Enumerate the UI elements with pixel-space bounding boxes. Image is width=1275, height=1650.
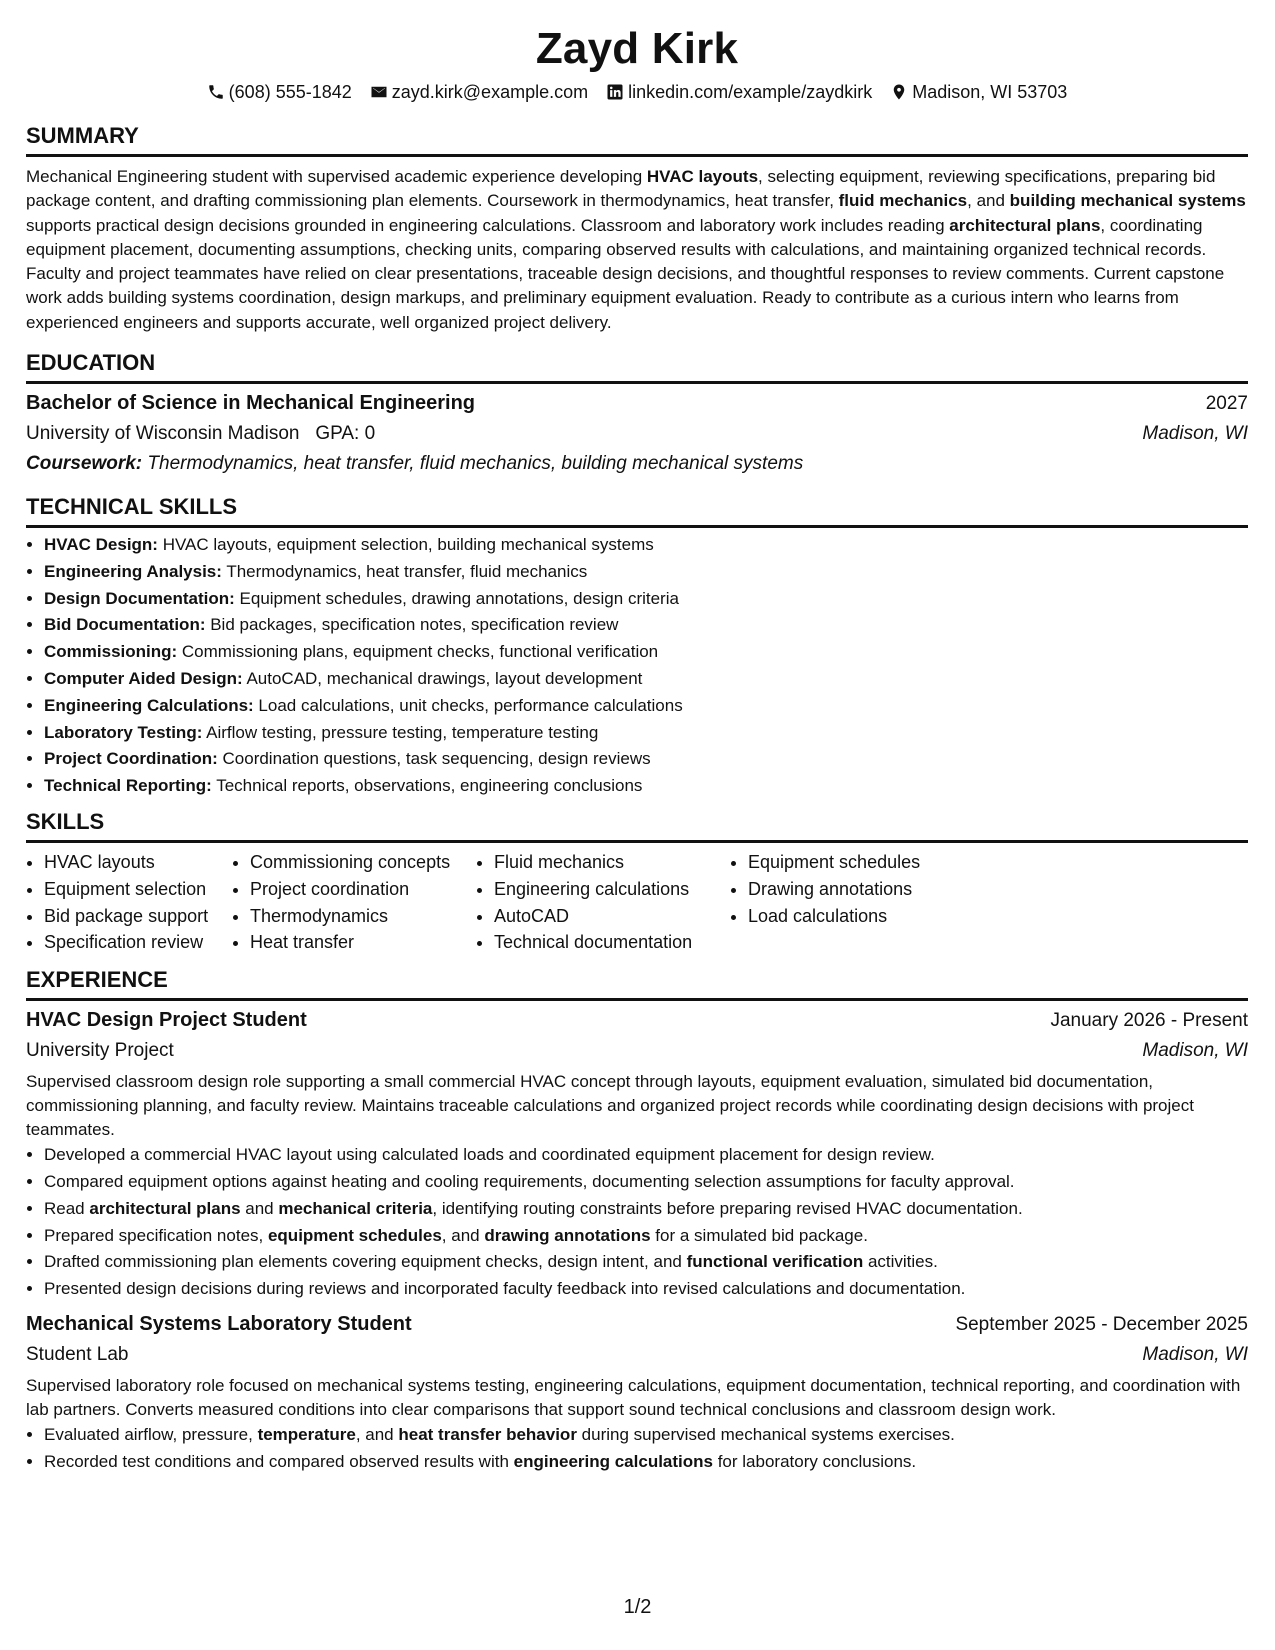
list-item: • Equipment schedules xyxy=(748,849,1008,876)
bullet-bold: mechanical criteria xyxy=(278,1198,433,1218)
bullet-part: Drafted commissioning plan elements covering equipment checks, design intent, and xyxy=(44,1252,687,1272)
job-title: HVAC Design Project Student xyxy=(26,1009,307,1032)
list-item xyxy=(44,773,1248,800)
linkedin-text: linkedin.com/example/zaydkirk xyxy=(628,82,873,102)
contact-email[interactable] xyxy=(370,80,588,104)
list-item xyxy=(44,639,1248,666)
experience-heading: EXPERIENCE xyxy=(26,966,1248,1001)
skill-detail: HVAC layouts, equipment selection, building mechanical systems xyxy=(157,535,654,555)
bullet-part: Evaluated airflow, pressure, xyxy=(44,1425,258,1445)
bullet-part: for a simulated bid package. xyxy=(650,1225,868,1245)
list-item: • Bid package support xyxy=(44,903,232,930)
skill-detail: AutoCAD, mechanical drawings, layout development xyxy=(242,669,643,689)
bullet-bold: equipment schedules xyxy=(267,1225,442,1245)
skills-heading: SKILLS xyxy=(26,808,1248,843)
skill-category: Computer Aided Design: xyxy=(44,669,243,689)
list-item xyxy=(44,1249,1248,1276)
list-item xyxy=(44,1449,1248,1476)
list-item xyxy=(44,666,1248,693)
skill-category: Design Documentation: xyxy=(44,588,235,608)
list-item: • Fluid mechanics xyxy=(494,849,730,876)
bullet-part: , and xyxy=(355,1425,399,1445)
skill-detail: Technical reports, observations, engineering conclusions xyxy=(211,776,643,796)
skill-category: Technical Reporting: xyxy=(44,776,212,796)
job-bullets xyxy=(26,1142,1248,1303)
skill-category: Engineering Calculations: xyxy=(44,695,254,715)
coursework-text: Thermodynamics, heat transfer, fluid mechanics, building mechanical systems xyxy=(142,453,804,475)
bullet-bold: functional verification xyxy=(686,1252,864,1272)
summary-part: , and xyxy=(967,191,1010,211)
bullet-part: during supervised mechanical systems exercises. xyxy=(576,1425,955,1445)
list-item: • Engineering calculations xyxy=(494,876,730,903)
summary-bold: fluid mechanics xyxy=(838,191,968,211)
skill-category: Laboratory Testing: xyxy=(44,722,203,742)
gpa: GPA: 0 xyxy=(315,423,376,445)
bullet-part: , identifying routing constraints before preparing revised HVAC documentation. xyxy=(432,1198,1023,1218)
list-item: • Drawing annotations xyxy=(748,876,1008,903)
bullet-bold: heat transfer behavior xyxy=(398,1425,577,1445)
skill-category: Engineering Analysis: xyxy=(44,561,222,581)
contact-bar xyxy=(26,80,1248,104)
list-item: • Equipment selection xyxy=(44,876,232,903)
job-dates: September 2025 - December 2025 xyxy=(955,1314,1248,1336)
list-item xyxy=(44,1422,1248,1449)
bullet-part: Prepared specification notes, xyxy=(44,1225,268,1245)
list-item: • Compared equipment options against heating and cooling requirements, documenting selection assumptions for faculty approval. xyxy=(44,1169,1248,1196)
school-name: University of Wisconsin Madison xyxy=(26,423,300,445)
job-location: Madison, WI xyxy=(1142,1040,1248,1062)
skill-detail: Coordination questions, task sequencing, design reviews xyxy=(217,749,651,769)
job-bullets xyxy=(26,1422,1248,1476)
technical-skills-list xyxy=(26,532,1248,800)
skill-category: Bid Documentation: xyxy=(44,615,206,635)
bullet-part: Recorded test conditions and compared observed results with xyxy=(44,1451,514,1471)
bullet-part: , and xyxy=(441,1225,485,1245)
skill-category: Commissioning: xyxy=(44,642,178,662)
skills-column-1 xyxy=(26,849,232,956)
skills-grid xyxy=(26,849,1248,956)
summary-bold: architectural plans xyxy=(949,215,1101,235)
list-item: • Thermodynamics xyxy=(250,903,476,930)
page-number: 1/2 xyxy=(623,1596,652,1618)
job-org: University Project xyxy=(26,1040,174,1062)
list-item: • Developed a commercial HVAC layout using calculated loads and coordinated equipment placement for design review. xyxy=(44,1142,1248,1169)
skill-detail: Load calculations, unit checks, performance calculations xyxy=(253,695,683,715)
resume-page xyxy=(26,0,1248,1476)
bullet-part: activities. xyxy=(863,1252,938,1272)
phone-icon xyxy=(207,83,225,101)
job-dates: January 2026 - Present xyxy=(1050,1010,1248,1032)
bullet-bold: temperature xyxy=(257,1425,356,1445)
job-description: Supervised classroom design role supporting a small commercial HVAC concept through layouts, equipment evaluation, simulated bid documentation, commissioning planning, and faculty review. Maintains traceable calculations and organized project records while coordinating design decisions with project teammates. xyxy=(26,1072,1194,1140)
summary-part: Mechanical Engineering student with supervised academic experience developing xyxy=(26,167,647,186)
skill-detail: Equipment schedules, drawing annotations, design criteria xyxy=(234,588,679,608)
list-item: • AutoCAD xyxy=(494,903,730,930)
list-item: • Specification review xyxy=(44,929,232,956)
skill-category: Project Coordination: xyxy=(44,749,218,769)
summary-part: , selecting equipment, reviewing specifications, preparing bid package content, and drafting commissioning plan elements. Coursework in thermodynamics, heat transfer, xyxy=(26,167,1216,211)
list-item xyxy=(44,720,1248,747)
job-org: Student Lab xyxy=(26,1344,129,1366)
job-entry-2 xyxy=(26,1309,1248,1476)
summary-part: , coordinating equipment placement, documenting assumptions, checking units, comparing observed results with calculations, and maintaining organized technical records. Faculty and project teammates have relied on clear presentations, traceable design decisions, and thoughtful responses to review comments. Current capstone work adds building systems coordination, design markups, and preliminary equipment evaluation. Ready to contribute as a curious intern who learns from experienced engineers and supports accurate, well organized project delivery. xyxy=(26,215,1225,332)
list-item xyxy=(44,1223,1248,1250)
education-entry xyxy=(26,388,1248,479)
summary-part: supports practical design decisions grounded in engineering calculations. Classroom and laboratory work includes reading xyxy=(26,215,950,235)
list-item: • HVAC layouts xyxy=(44,849,232,876)
technical-skills-heading: TECHNICAL SKILLS xyxy=(26,493,1248,528)
candidate-name: Zayd Kirk xyxy=(535,24,739,73)
envelope-icon xyxy=(370,83,388,101)
list-item: • Heat transfer xyxy=(250,929,476,956)
education-heading: EDUCATION xyxy=(26,349,1248,384)
linkedin-icon xyxy=(606,83,624,101)
location-text: Madison, WI 53703 xyxy=(912,82,1068,102)
bullet-bold: drawing annotations xyxy=(484,1225,651,1245)
phone-text: (608) 555-1842 xyxy=(228,82,352,102)
school-line xyxy=(26,419,375,449)
bullet-part: and xyxy=(240,1198,279,1218)
coursework-line xyxy=(26,449,1248,479)
list-item xyxy=(44,612,1248,639)
bullet-bold: engineering calculations xyxy=(513,1451,713,1471)
summary-bold: HVAC layouts xyxy=(646,167,759,186)
list-item: • Presented design decisions during reviews and incorporated faculty feedback into revised calculations and documentation. xyxy=(44,1276,1248,1303)
job-entry-1 xyxy=(26,1005,1248,1303)
skill-detail: Bid packages, specification notes, specification review xyxy=(205,615,619,635)
map-pin-icon xyxy=(890,83,908,101)
school-location: Madison, WI xyxy=(1142,423,1248,445)
summary-bold: building mechanical systems xyxy=(1009,191,1246,211)
list-item: • Technical documentation xyxy=(494,929,730,956)
list-item: • Commissioning concepts xyxy=(250,849,476,876)
contact-phone[interactable] xyxy=(207,80,352,104)
list-item xyxy=(44,746,1248,773)
bullet-part: for laboratory conclusions. xyxy=(712,1451,917,1471)
coursework-label: Coursework: xyxy=(26,453,143,475)
bullet-part: Read xyxy=(44,1198,90,1218)
job-title: Mechanical Systems Laboratory Student xyxy=(26,1313,412,1336)
degree-title: Bachelor of Science in Mechanical Engineering xyxy=(26,392,476,415)
list-item xyxy=(44,559,1248,586)
list-item: • Project coordination xyxy=(250,876,476,903)
skills-column-3 xyxy=(476,849,730,956)
contact-linkedin[interactable] xyxy=(606,80,872,104)
contact-location xyxy=(890,80,1067,104)
list-item xyxy=(44,532,1248,559)
bullet-bold: architectural plans xyxy=(89,1198,241,1218)
list-item: • Load calculations xyxy=(748,903,1008,930)
summary-text xyxy=(26,165,1248,335)
list-item xyxy=(44,586,1248,613)
job-location: Madison, WI xyxy=(1142,1344,1248,1366)
skill-detail: Thermodynamics, heat transfer, fluid mechanics xyxy=(221,561,588,581)
list-item xyxy=(44,693,1248,720)
skill-detail: Airflow testing, pressure testing, temperature testing xyxy=(202,722,599,742)
job-description: Supervised laboratory role focused on mechanical systems testing, engineering calculations, equipment documentation, technical reporting, and coordination with lab partners. Converts measured conditions into clear comparisons that support sound technical conclusions and classroom design work. xyxy=(26,1376,1241,1420)
skills-column-4 xyxy=(730,849,1008,956)
degree-year: 2027 xyxy=(1205,393,1248,415)
summary-heading: SUMMARY xyxy=(26,122,1248,157)
skills-column-2 xyxy=(232,849,476,956)
list-item xyxy=(44,1196,1248,1223)
email-text: zayd.kirk@example.com xyxy=(391,82,589,102)
skill-detail: Commissioning plans, equipment checks, functional verification xyxy=(177,642,659,662)
skill-category: HVAC Design: xyxy=(44,535,158,555)
